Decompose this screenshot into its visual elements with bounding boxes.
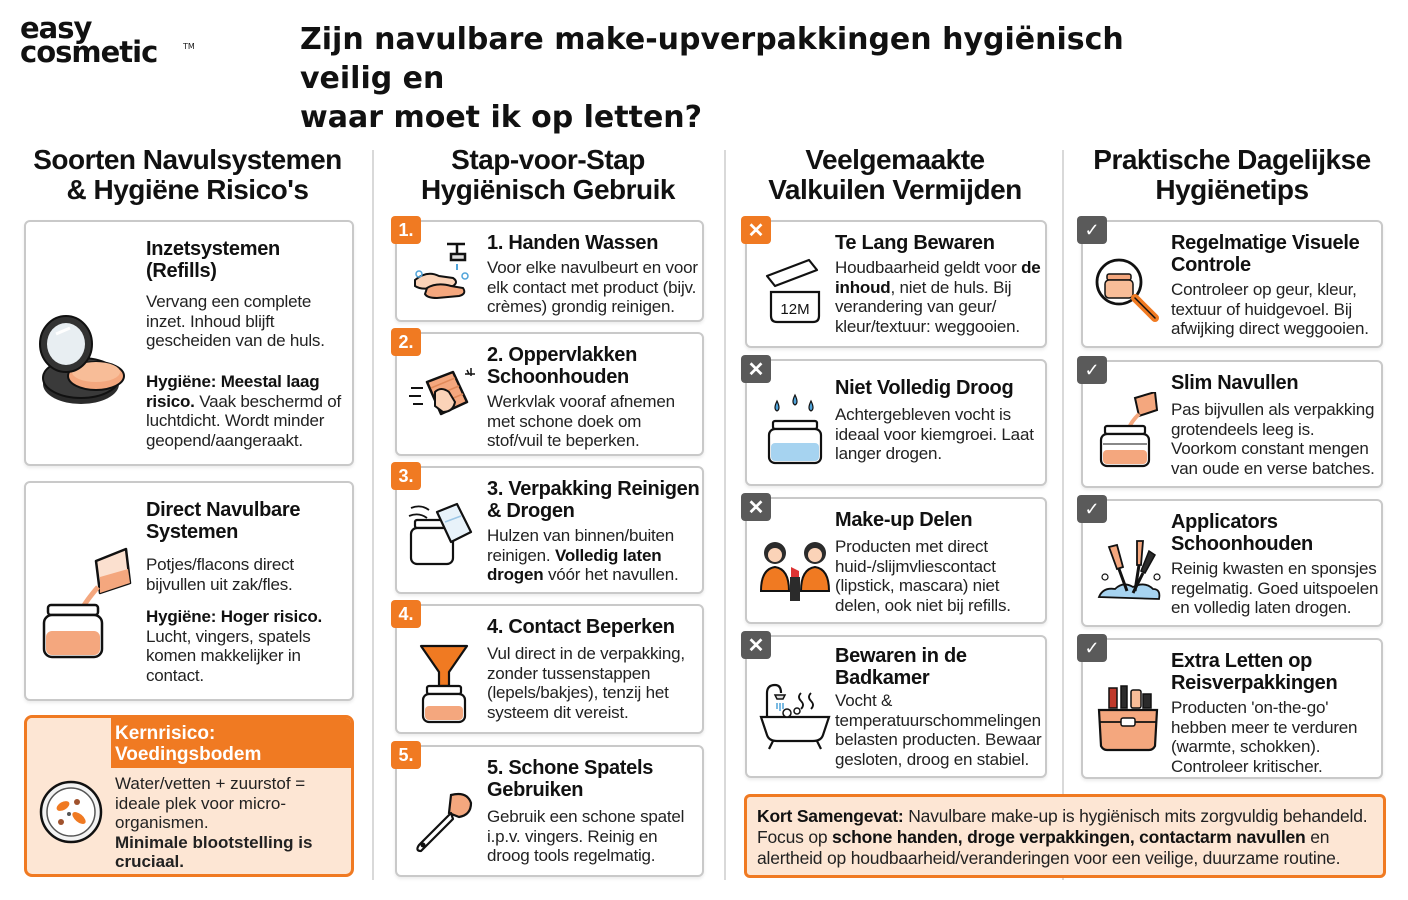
page-title-line-2: waar moet ik op letten? [300,100,703,135]
step-title-line: 3. Verpakking Reinigen [487,478,700,500]
x-badge: ✕ [741,216,771,244]
step-number-badge: 3. [391,462,421,490]
hygiene-label: Hygiëne: Meestal laag risico. [146,372,320,411]
jar-cleaning-icon [407,498,479,570]
tip-applicators-card [1081,499,1383,627]
tip-body: Reinig kwasten en sponsjes regelmatig. Goed uitspoelen en volledig laten drogen. [1171,559,1379,617]
logo-line-2: cosmetic [20,35,158,69]
column-divider [372,150,374,880]
core-risk-box [24,715,354,877]
tip-title-line: Schoonhouden [1171,533,1313,555]
core-risk-emphasis: Minimale blootstelling is cruciaal. [115,832,313,871]
pitfall-title [835,645,1041,689]
step-body: Werkvlak vooraf afnemen met schone doek om stof/vuil te beperken. [487,392,675,450]
card-title-line: Inzetsystemen [146,238,280,260]
tip-title [1171,232,1379,276]
pitfall-bathroom-card [745,635,1047,778]
column-2-title-line-1: Stap-voor-Stap [451,144,645,175]
core-risk-body [115,774,351,872]
pitfall-body-emphasis: de inhoud [835,258,1041,297]
tip-title [1171,650,1379,694]
pitfall-title: Make-up Delen [835,509,973,531]
column-2-title [392,140,704,210]
step-body-emphasis: Volledig laten drogen [487,545,662,584]
tip-title-line: Reisverpakkingen [1171,672,1338,694]
check-badge: ✓ [1077,216,1107,244]
column-3 [742,140,1048,220]
pitfall-title: Te Lang Bewaren [835,232,995,254]
compact-powder-icon [36,314,136,414]
magnifier-jar-icon [1093,256,1163,326]
pitfall-body: Producten met direct huid-/slijmvliescontact (lipstick, mascara) niet delen, ook niet bij refills. [835,537,1011,615]
core-risk-text: Water/vetten + zuurstof = ideale plek voor micro-organismen. [115,774,306,832]
logo-trademark: TM [183,42,195,51]
tip-visual-check-card [1081,220,1383,348]
pitfall-storage-too-long-card [745,220,1047,348]
tip-title: Slim Navullen [1171,372,1299,394]
pitfall-title: Niet Volledig Droog [835,377,1014,399]
column-4-title-line-1: Praktische Dagelijkse [1093,144,1371,175]
step-title-line: Schoonhouden [487,366,629,388]
tip-title-line: Controle [1171,254,1251,276]
column-2 [392,140,704,220]
tip-body: Producten 'on-the-go' hebben meer te verduren (warmte, schokken). Controleer kritischer. [1171,698,1358,776]
column-4-title-line-2: Hygiënetips [1155,174,1309,205]
step-body: Gebruik een schone spatel i.p.v. vingers. Reinig en droog tools regelmatig. [487,807,685,865]
card-body: Potjes/flacons direct bijvullen uit zak/fles. [146,555,294,594]
spatula-icon [409,787,479,857]
summary-text: Navulbare make-up is hygiënisch mits zorgvuldig behandeld. Focus op [757,806,1368,847]
column-4 [1078,140,1386,220]
column-divider [1062,150,1064,880]
wiping-cloth-icon [409,362,479,432]
card-body: Vervang een complete inzet. Inhoud blijft gescheiden van de huls. [146,292,325,350]
step-title [487,344,699,388]
step-title-line: Gebruiken [487,779,584,801]
page-title-line-1: Zijn navulbare make-upverpakkingen hygiënisch veilig en [300,22,1124,96]
hand-washing-icon [407,236,477,306]
x-badge: ✕ [741,493,771,521]
step-body-text: vóór het navullen. [543,565,679,584]
step-body [487,526,701,585]
tip-title [1171,511,1379,555]
tip-title-line: Extra Letten op [1171,650,1313,672]
column-2-title-line-2: Hygiënisch Gebruik [421,174,675,205]
check-badge: ✓ [1077,356,1107,384]
step-body-text: Hulzen van binnen/buiten reinigen. [487,526,675,565]
column-3-title-line-2: Valkuilen Vermijden [768,174,1022,205]
step-title [487,478,701,522]
x-badge: ✕ [741,355,771,383]
core-risk-head-spacer [27,718,111,768]
column-4-title [1078,140,1386,210]
refill-system-card [24,220,354,466]
step-number-badge: 4. [391,600,421,628]
refill-pour-jar-icon [1095,392,1163,472]
step-body: Voor elke navulbeurt en voor elk contact met product (bijv. crèmes) grondig reinigen. [487,258,698,316]
step-4-card [395,604,704,734]
column-3-title [742,140,1048,210]
column-1-title-line-1: Soorten Navulsystemen [33,144,342,175]
tip-smart-refill-card [1081,360,1383,488]
page-title [300,20,1200,137]
logo-line-1: easy [20,11,92,45]
wet-jar-icon [763,391,827,469]
step-number-badge: 5. [391,741,421,769]
direct-refill-card [24,481,354,701]
summary-label: Kort Samengevat: [757,806,904,826]
core-risk-title-line: Kernrisico: [115,723,216,744]
step-body: Vul direct in de verpakking, zonder tussenstappen (lepels/bakjes), tenzij het systeem dit vereist. [487,644,685,722]
bathtub-icon [757,681,833,751]
x-badge: ✕ [741,631,771,659]
step-number-badge: 1. [391,216,421,244]
tip-body: Pas bijvullen als verpakking grotendeels leeg is. Voorkom constant mengen van oude en verse batches. [1171,400,1375,478]
tip-title-line: Regelmatige Visuele [1171,232,1360,254]
card-title-line: Direct Navulbare [146,499,301,521]
summary-box [744,794,1386,878]
brand-logo [20,11,195,69]
expiry-label: 12M [780,301,810,318]
pitfall-body-text: Houdbaarheid geldt voor [835,258,1022,277]
pitfall-not-dry-card [745,359,1047,486]
step-3-card [395,466,704,594]
column-1-title [20,140,355,210]
core-risk-title-line: Voedingsbodem [115,744,262,765]
pitfall-title-line: Bewaren in de [835,645,967,667]
check-badge: ✓ [1077,634,1107,662]
petri-dish-icon [37,778,105,846]
column-3-title-line-1: Veelgemaakte [805,144,985,175]
travel-bag-icon [1095,684,1161,754]
step-5-card [395,745,704,877]
column-1 [20,140,355,220]
pitfall-body: Achtergebleven vocht is ideaal voor kiemgroei. Laat langer drogen. [835,405,1034,463]
step-1-card [395,220,704,322]
pitfall-body-text: , niet de huls. Bij verandering van geur/ kleur/textuur: weggooien. [835,277,1020,336]
card-title [146,238,346,282]
step-title-line: 2. Oppervlakken [487,344,638,366]
summary-text: en alertheid op houdbaarheid/veranderingen voor een veilige, duurzame routine. [757,827,1341,868]
pitfall-body [835,258,1041,336]
tip-body: Controleer op geur, kleur, textuur of huidgevoel. Bij afwijking direct weggooien. [1171,280,1369,338]
card-hygiene-note [146,607,348,685]
funnel-jar-icon [411,642,477,726]
step-title: 4. Contact Beperken [487,616,675,638]
hygiene-label: Hygiëne: Hoger risico. [146,607,323,626]
tip-travel-card [1081,638,1383,779]
column-divider [724,150,726,880]
two-people-lipstick-icon [757,535,833,605]
hygiene-text: Vaak beschermd of luchtdicht. Wordt minder geopend/aangeraakt. [146,391,342,450]
step-title-line: 5. Schone Spatels [487,757,654,779]
hygiene-text: Lucht, vingers, spatels komen makkelijker in contact. [146,626,311,685]
step-number-badge: 2. [391,328,421,356]
step-2-card [395,332,704,456]
step-title: 1. Handen Wassen [487,232,659,254]
expiry-jar-icon [761,256,831,326]
pitfall-body: Vocht & temperatuurschommelingen belasten producten. Bewaar gesloten, droog en stabiel. [835,691,1042,769]
tip-title-line: Applicators [1171,511,1278,533]
card-hygiene-note [146,372,348,450]
card-title-line: Systemen [146,521,239,543]
jar-pouring-icon [38,543,134,663]
card-title [146,499,346,543]
step-title-line: & Drogen [487,500,575,522]
step-title [487,757,699,801]
pitfall-title-line: Badkamer [835,667,930,689]
card-title-line: (Refills) [146,260,217,282]
core-risk-header [111,718,354,768]
summary-emphasis: schone handen, droge verpakkingen, contactarm navullen [832,827,1306,847]
check-badge: ✓ [1077,495,1107,523]
column-1-title-line-2: & Hygiëne Risico's [66,174,309,205]
pitfall-sharing-card [745,497,1047,624]
brushes-icon [1093,537,1165,609]
